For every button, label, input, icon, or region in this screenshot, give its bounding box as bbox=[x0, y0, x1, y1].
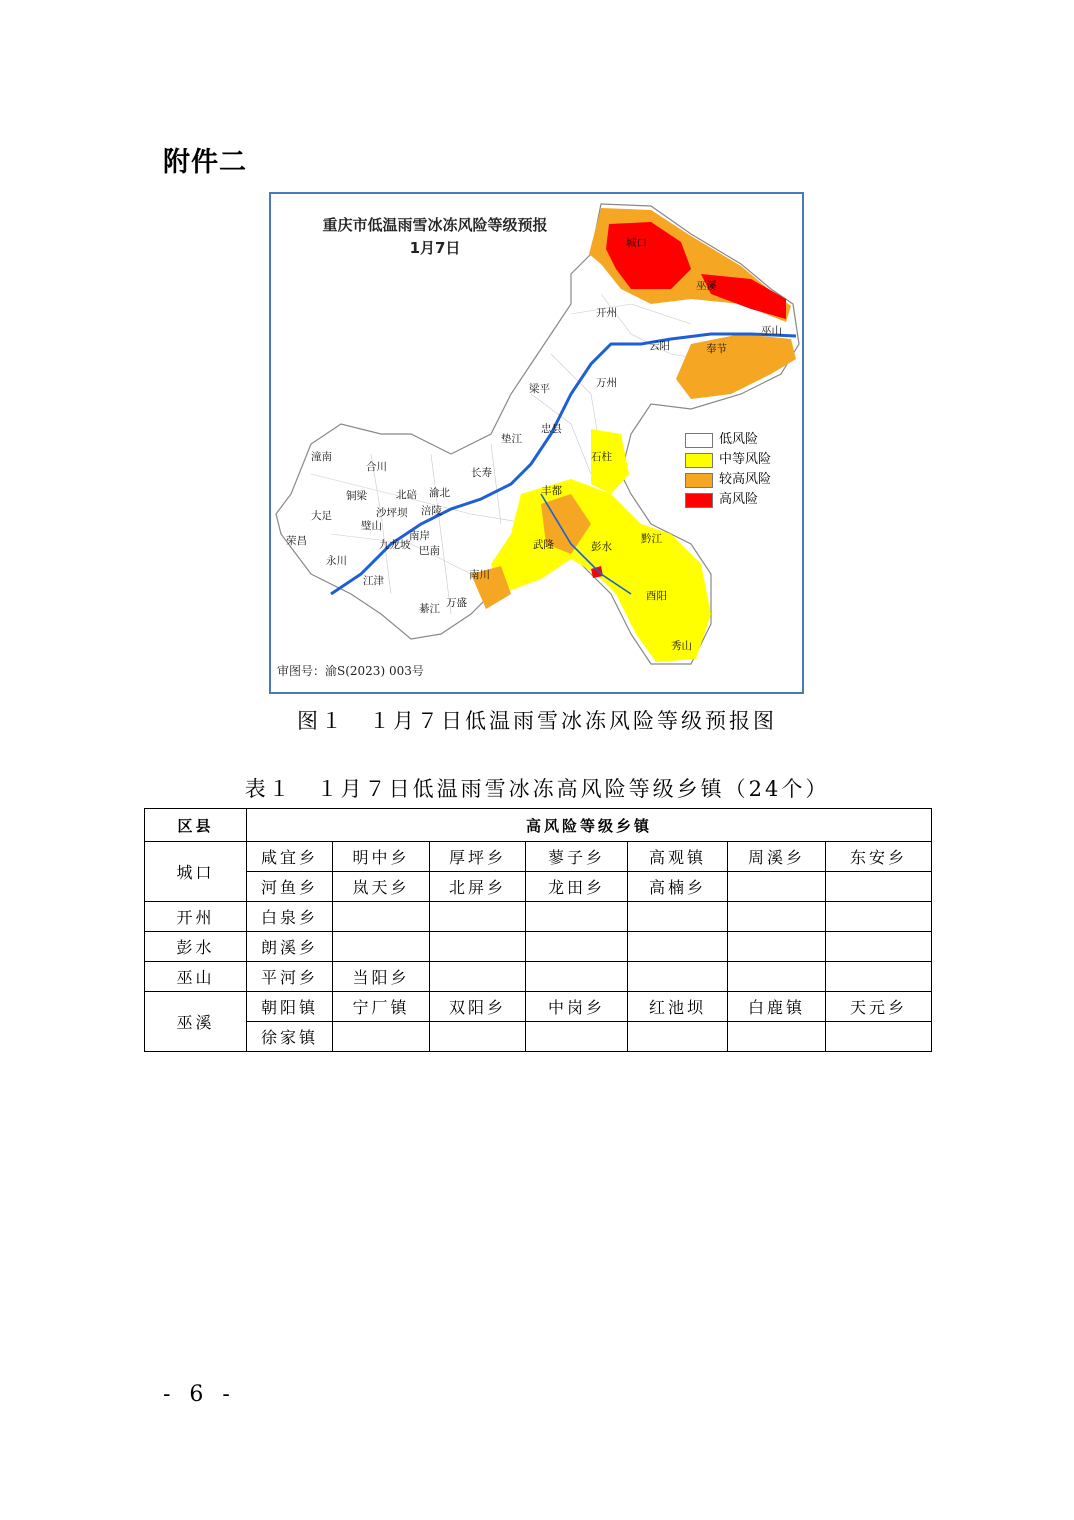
label-xiushan: 秀山 bbox=[671, 640, 692, 652]
town-cell bbox=[728, 872, 826, 902]
town-cell: 宁厂镇 bbox=[333, 992, 430, 1022]
table-row bbox=[145, 842, 932, 872]
town-cell bbox=[728, 902, 826, 932]
label-dazu: 大足 bbox=[311, 510, 332, 522]
town-cell: 周溪乡 bbox=[728, 842, 826, 872]
town-cell: 平河乡 bbox=[247, 962, 333, 992]
town-cell: 咸宜乡 bbox=[247, 842, 333, 872]
town-cell bbox=[333, 1022, 430, 1052]
town-cell bbox=[628, 932, 728, 962]
town-cell bbox=[826, 1022, 932, 1052]
label-nanan: 南岸 bbox=[409, 530, 430, 542]
town-cell: 白泉乡 bbox=[247, 902, 333, 932]
town-cell: 天元乡 bbox=[826, 992, 932, 1022]
label-jiangjin: 江津 bbox=[363, 575, 384, 587]
header-district: 区县 bbox=[145, 809, 247, 842]
town-cell: 岚天乡 bbox=[333, 872, 430, 902]
town-cell: 高楠乡 bbox=[628, 872, 728, 902]
town-cell bbox=[628, 902, 728, 932]
town-cell bbox=[430, 1022, 526, 1052]
town-cell bbox=[526, 932, 628, 962]
map-title-line1: 重庆市低温雨雪冰冻风险等级预报 bbox=[322, 216, 548, 234]
town-cell: 徐家镇 bbox=[247, 1022, 333, 1052]
figure-caption: 图１ １月７日低温雨雪冰冻风险等级预报图 bbox=[297, 709, 777, 733]
high-risk-towns-table bbox=[144, 808, 932, 1052]
label-kaizhou: 开州 bbox=[596, 307, 617, 319]
map-title bbox=[285, 214, 585, 260]
label-rongchang: 荣昌 bbox=[286, 535, 307, 547]
table-caption: 表１ １月７日低温雨雪冰冻高风险等级乡镇（24个） bbox=[244, 777, 830, 801]
map-title-line2: 1月7日 bbox=[409, 239, 461, 257]
town-cell bbox=[628, 962, 728, 992]
town-cell: 厚坪乡 bbox=[430, 842, 526, 872]
district-cell: 开州 bbox=[145, 902, 247, 932]
header-towns: 高风险等级乡镇 bbox=[247, 809, 932, 842]
label-beibei: 北碚 bbox=[396, 489, 417, 501]
town-cell bbox=[526, 1022, 628, 1052]
label-liangping: 梁平 bbox=[529, 383, 550, 395]
town-cell bbox=[430, 962, 526, 992]
town-cell: 白鹿镇 bbox=[728, 992, 826, 1022]
town-cell: 河鱼乡 bbox=[247, 872, 333, 902]
legend-label-medium: 中等风险 bbox=[719, 452, 772, 467]
label-yubei: 渝北 bbox=[429, 487, 450, 499]
table-row bbox=[145, 1022, 932, 1052]
table-row bbox=[145, 902, 932, 932]
town-cell bbox=[333, 932, 430, 962]
legend-item-higher bbox=[685, 470, 771, 490]
label-qijiang: 綦江 bbox=[419, 603, 440, 615]
label-tongliang: 铜梁 bbox=[346, 490, 367, 502]
town-cell bbox=[333, 902, 430, 932]
town-cell bbox=[826, 872, 932, 902]
town-cell: 龙田乡 bbox=[526, 872, 628, 902]
town-cell: 双阳乡 bbox=[430, 992, 526, 1022]
town-cell bbox=[728, 962, 826, 992]
town-cell: 朗溪乡 bbox=[247, 932, 333, 962]
label-yunyang: 云阳 bbox=[649, 340, 670, 352]
town-cell: 东安乡 bbox=[826, 842, 932, 872]
attachment-title: 附件二 bbox=[163, 147, 247, 178]
label-chengkou: 城口 bbox=[626, 237, 647, 249]
label-wuxi: 巫溪 bbox=[696, 280, 717, 292]
label-yongchuan: 永川 bbox=[326, 555, 347, 567]
label-wansheng: 万盛 bbox=[446, 597, 467, 609]
label-zhongxian: 忠县 bbox=[541, 423, 562, 435]
district-cell: 巫山 bbox=[145, 962, 247, 992]
town-cell: 红池坝 bbox=[628, 992, 728, 1022]
table-row bbox=[145, 932, 932, 962]
label-dianjiang: 垫江 bbox=[501, 433, 522, 445]
region-higher-risk-east bbox=[676, 334, 796, 399]
town-cell bbox=[526, 902, 628, 932]
label-shapingba: 沙坪坝 bbox=[376, 507, 408, 519]
legend-label-higher: 较高风险 bbox=[719, 472, 772, 487]
legend-swatch-low bbox=[685, 433, 713, 448]
town-cell bbox=[826, 902, 932, 932]
label-pengshui: 彭水 bbox=[591, 541, 612, 553]
table-header-row bbox=[145, 809, 932, 842]
town-cell bbox=[728, 1022, 826, 1052]
town-cell bbox=[628, 1022, 728, 1052]
page-number: - 6 - bbox=[163, 1382, 236, 1407]
label-bishan: 璧山 bbox=[361, 520, 382, 532]
town-cell: 明中乡 bbox=[333, 842, 430, 872]
label-hechuan: 合川 bbox=[366, 461, 387, 473]
label-shizhu: 石柱 bbox=[591, 451, 612, 463]
label-wushan: 巫山 bbox=[761, 325, 782, 337]
town-cell: 北屏乡 bbox=[430, 872, 526, 902]
legend-swatch-medium bbox=[685, 453, 713, 468]
label-nanchuan: 南川 bbox=[469, 569, 490, 581]
legend-item-high bbox=[685, 490, 771, 510]
town-cell: 当阳乡 bbox=[333, 962, 430, 992]
legend-swatch-higher bbox=[685, 473, 713, 488]
table-row bbox=[145, 992, 932, 1022]
table-row bbox=[145, 962, 932, 992]
label-jiulongpo: 九龙坡 bbox=[379, 539, 411, 551]
district-cell: 彭水 bbox=[145, 932, 247, 962]
label-fengdu: 丰都 bbox=[541, 485, 562, 497]
town-cell bbox=[826, 932, 932, 962]
label-wulong: 武隆 bbox=[533, 539, 554, 551]
district-cell: 城口 bbox=[145, 842, 247, 902]
label-youyang: 酉阳 bbox=[646, 590, 667, 602]
label-qianjiang: 黔江 bbox=[641, 533, 662, 545]
town-cell: 朝阳镇 bbox=[247, 992, 333, 1022]
table-row bbox=[145, 872, 932, 902]
map-approval-number: 审图号：渝S(2023) 003号 bbox=[277, 664, 424, 678]
town-cell: 高观镇 bbox=[628, 842, 728, 872]
label-tongnan: 潼南 bbox=[311, 451, 332, 463]
town-cell: 中岗乡 bbox=[526, 992, 628, 1022]
label-banan: 巴南 bbox=[419, 545, 440, 557]
label-changshou: 长寿 bbox=[471, 467, 492, 479]
town-cell bbox=[430, 932, 526, 962]
legend-swatch-high bbox=[685, 493, 713, 508]
district-cell: 巫溪 bbox=[145, 992, 247, 1052]
table-body bbox=[145, 842, 932, 1052]
town-cell: 蓼子乡 bbox=[526, 842, 628, 872]
label-wanzhou: 万州 bbox=[596, 377, 617, 389]
map-legend bbox=[685, 430, 771, 510]
legend-item-medium bbox=[685, 450, 771, 470]
town-cell bbox=[826, 962, 932, 992]
label-fengjie: 奉节 bbox=[706, 343, 727, 355]
label-fuling: 涪陵 bbox=[421, 505, 442, 517]
legend-item-low bbox=[685, 430, 771, 450]
risk-map bbox=[269, 192, 804, 694]
legend-label-high: 高风险 bbox=[719, 492, 759, 507]
town-cell bbox=[430, 902, 526, 932]
town-cell bbox=[728, 932, 826, 962]
town-cell bbox=[526, 962, 628, 992]
legend-label-low: 低风险 bbox=[719, 432, 759, 447]
